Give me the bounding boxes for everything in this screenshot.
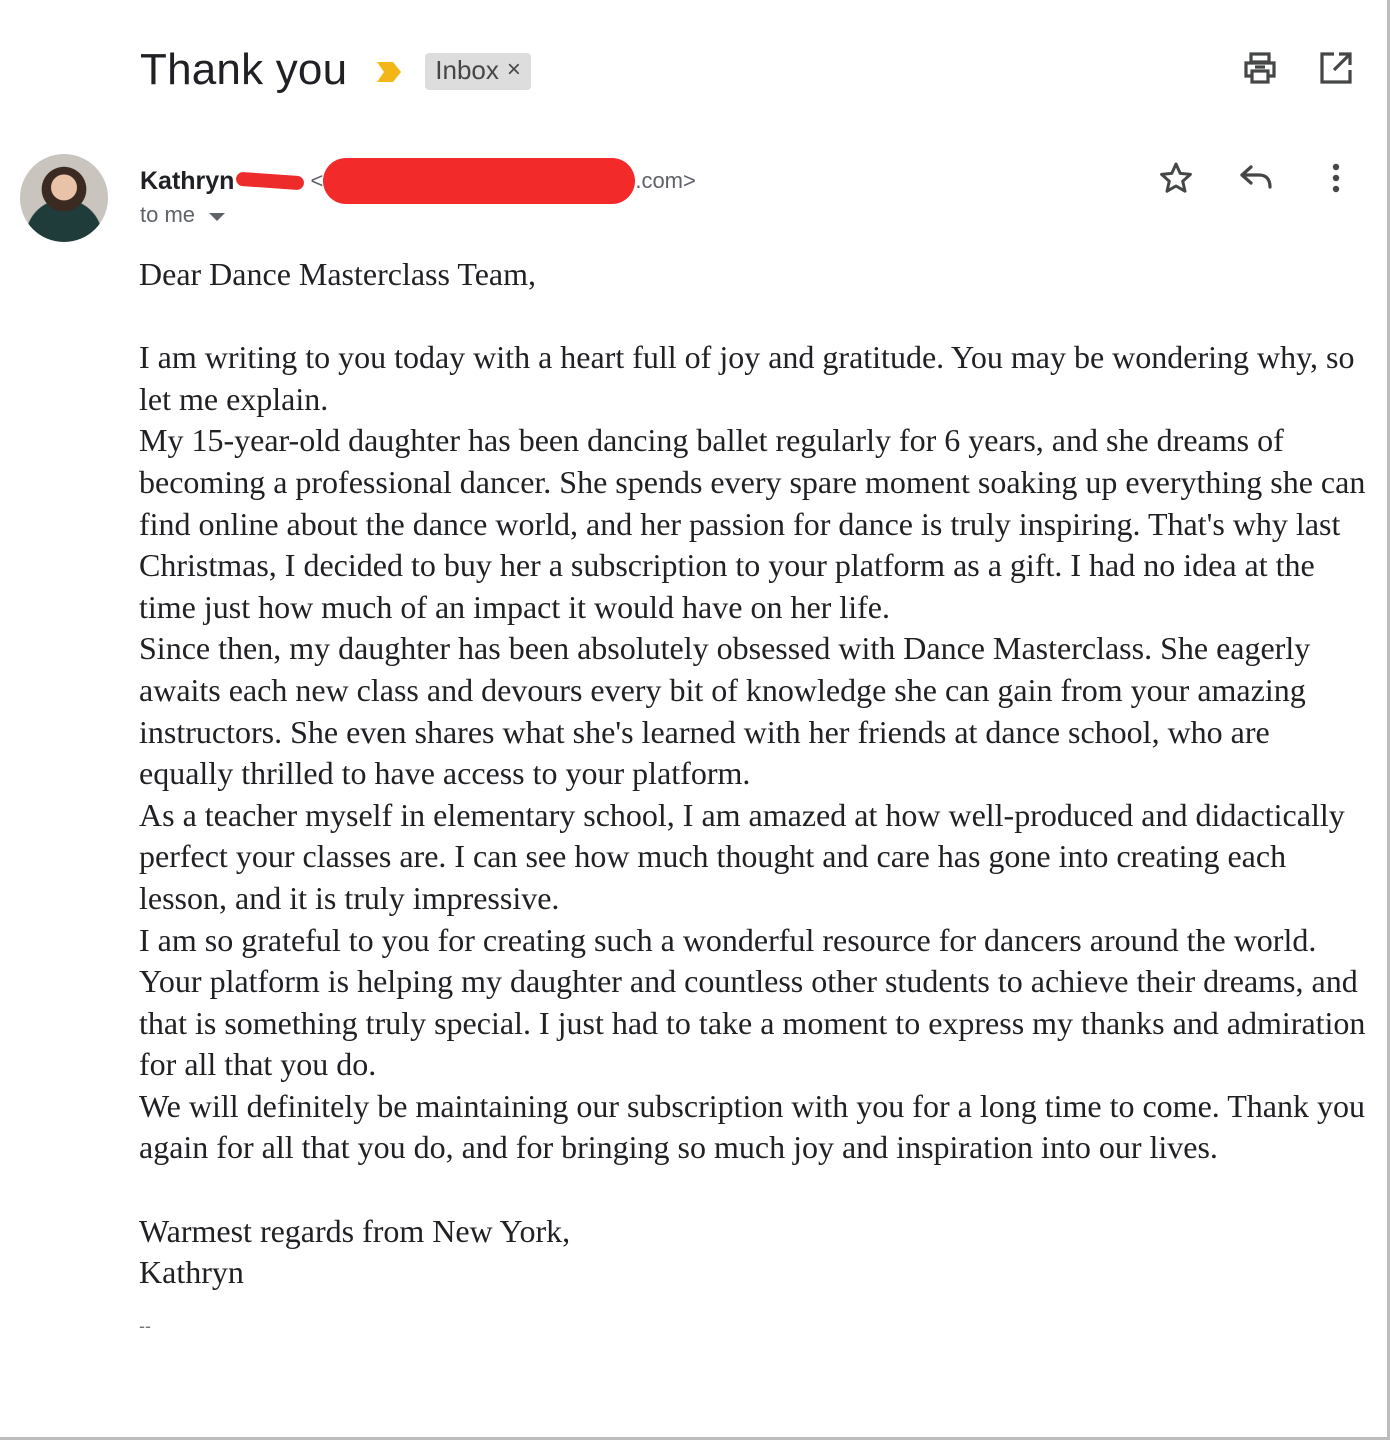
recipient-row[interactable] xyxy=(140,202,225,228)
paragraph: Since then, my daughter has been absolutely obsessed with Dance Masterclass. She eagerly awaits each new class and devours every bit of knowledge she can gain from your amazing instructors. She even shares what she's learned with her friends at dance school, who are equally thrilled to have access to your platform. xyxy=(139,630,1311,792)
paragraph: I am writing to you today with a heart full of joy and gratitude. You may be wondering why, so let me explain. xyxy=(139,339,1355,417)
open-in-new-window-icon[interactable] xyxy=(1318,50,1354,86)
importance-marker-icon[interactable] xyxy=(375,60,403,84)
inbox-label-chip xyxy=(425,53,531,90)
paragraph: As a teacher myself in elementary school, I am amazed at how well-produced and didactically perfect your classes are. I can see how much thought and care has gone into creating each lesson, and it is truly impressive. xyxy=(139,796,1345,916)
message-body xyxy=(139,254,1369,1347)
print-icon[interactable] xyxy=(1242,50,1278,86)
more-vertical-icon[interactable] xyxy=(1318,160,1354,196)
redaction-mark xyxy=(236,172,305,191)
closing: Warmest regards from New York, xyxy=(139,1212,571,1249)
email-subject: Thank you xyxy=(140,45,348,94)
reply-icon[interactable] xyxy=(1238,160,1274,196)
label-text: Inbox xyxy=(435,54,499,85)
thread-actions xyxy=(1242,50,1354,86)
redaction-mark xyxy=(323,158,635,204)
sender-email-open: < xyxy=(310,168,324,193)
message-actions xyxy=(1158,160,1354,196)
greeting: Dear Dance Masterclass Team, xyxy=(139,256,536,292)
sender-row xyxy=(140,158,696,204)
paragraph: My 15-year-old daughter has been dancing ballet regularly for 6 years, and she dreams of becoming a professional dancer. She spends every spare moment soaking up everything she can find online about the dance world, and her passion for dance is truly inspiring. That's why last Christmas, I decided to buy her a subscription to your platform as a gift. I had no idea at the time just how much of an impact it would have on her life. xyxy=(139,422,1366,625)
recipient-label: to me xyxy=(140,202,196,227)
sender-name[interactable]: Kathryn xyxy=(140,166,235,195)
paragraph: I am so grateful to you for creating such a wonderful resource for dancers around the world. Your platform is helping my daughter and countless other students to achieve their dreams, and that is something truly special. I just had to take a moment to express my thanks and admiration for all that you do. xyxy=(139,921,1366,1083)
remove-label-button[interactable]: × xyxy=(506,56,521,83)
chevron-down-icon[interactable] xyxy=(209,213,225,221)
signature-separator: -- xyxy=(139,1315,151,1336)
sender-avatar[interactable] xyxy=(20,154,108,242)
sender-email-domain: .com> xyxy=(635,168,696,193)
star-icon[interactable] xyxy=(1158,160,1194,196)
subject-row xyxy=(140,40,531,100)
paragraph: We will definitely be maintaining our subscription with you for a long time to come. Thank you again for all that you do, and for bringing so much joy and inspiration into our lives. xyxy=(139,1087,1365,1166)
signature: Kathryn xyxy=(139,1254,244,1291)
